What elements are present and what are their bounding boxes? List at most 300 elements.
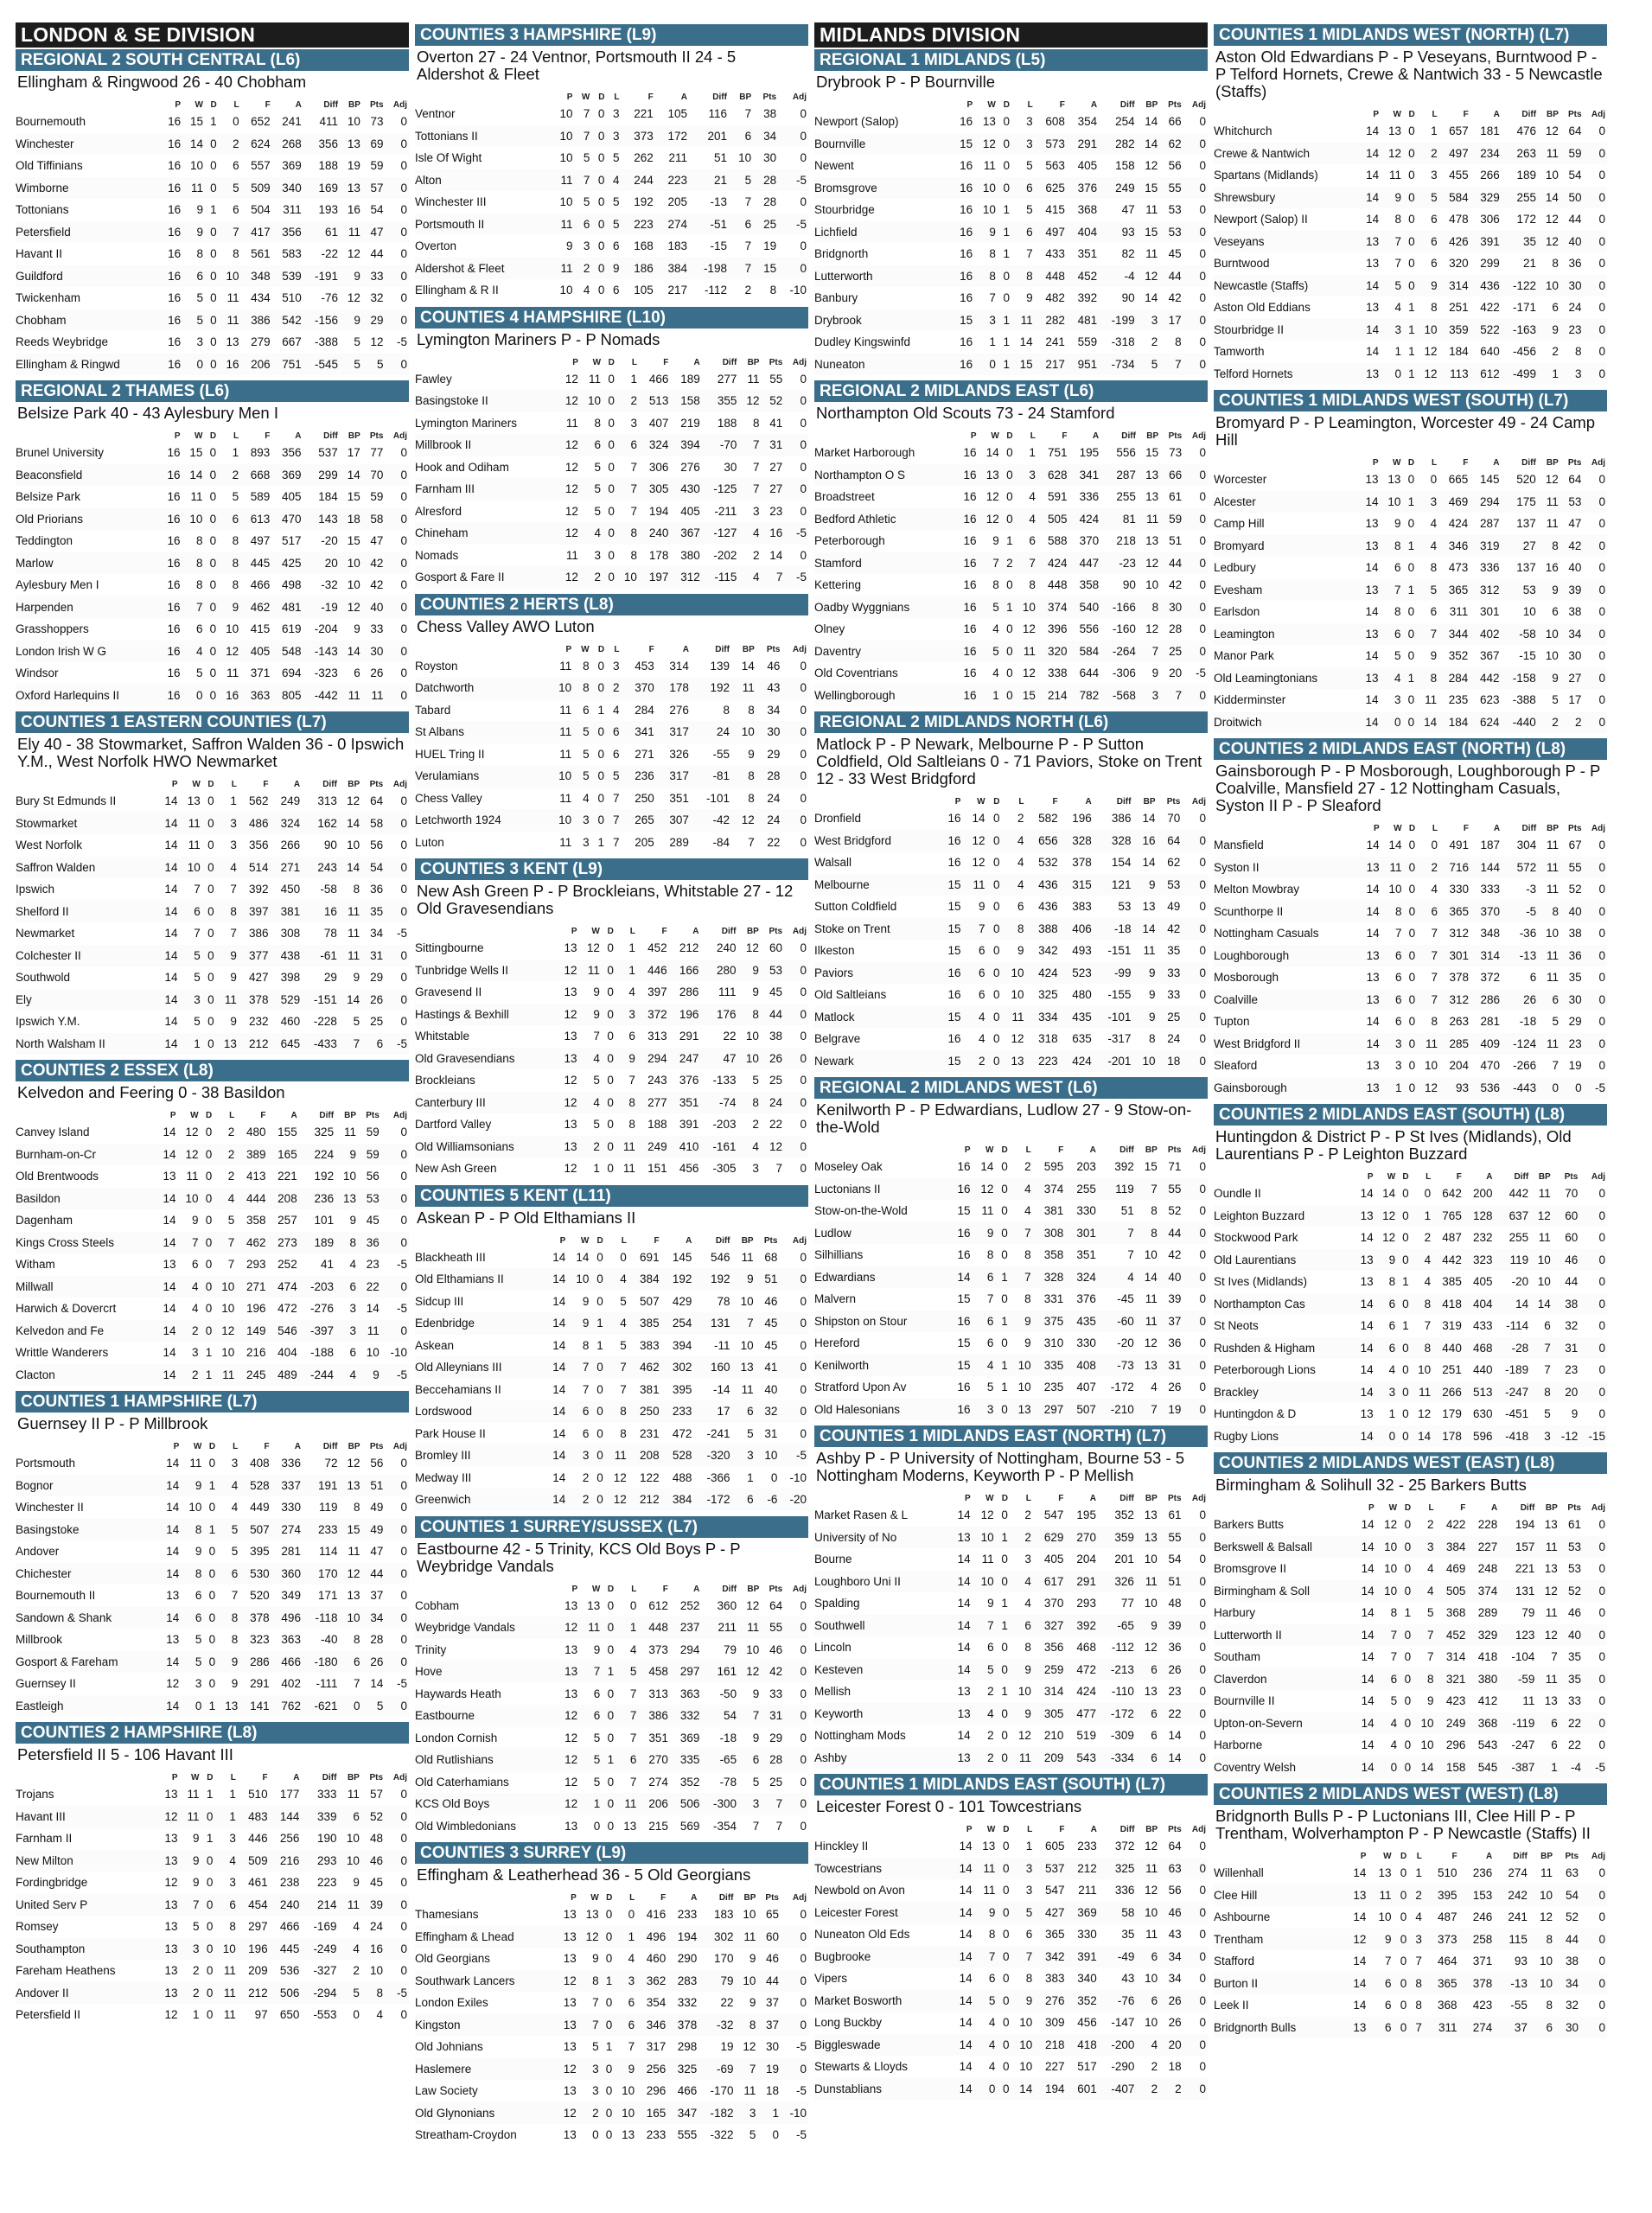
stat-pts: 39 <box>1168 1292 1182 1306</box>
stat-adj: 0 <box>779 1312 808 1335</box>
team-name: Old Glynonians <box>415 2102 556 2125</box>
stat-d: 0 <box>608 416 615 430</box>
stat-pts: 64 <box>769 1598 783 1612</box>
stat-d: 0 <box>607 1731 615 1744</box>
stat-diff: 224 <box>299 1144 335 1166</box>
stat-l: 7 <box>628 1074 635 1087</box>
stat-l: 3 <box>612 659 620 673</box>
stat-w: 6 <box>1381 989 1404 1011</box>
stat-w: 5 <box>593 1074 600 1087</box>
stat-f: 184 <box>1449 345 1469 359</box>
stat-f: 251 <box>1442 1363 1462 1377</box>
stat-d: 0 <box>591 125 606 148</box>
stat-bp: 6 <box>1536 1712 1559 1735</box>
stat-f: 584 <box>1439 187 1470 209</box>
stat-p: 16 <box>955 641 978 663</box>
stat-l: 8 <box>232 534 239 548</box>
stat-p: 14 <box>164 971 178 985</box>
stat-diff: 221 <box>1515 1562 1535 1576</box>
stat-pts: 34 <box>1554 1973 1580 1995</box>
stat-w: 5 <box>583 151 590 165</box>
stat-f: 377 <box>239 945 271 967</box>
stat-pts: 60 <box>1565 1231 1579 1245</box>
team-name: Newport (Salop) <box>814 115 899 129</box>
stat-p: 16 <box>160 221 182 244</box>
stat-d: 1 <box>996 1615 1010 1637</box>
stat-f: 668 <box>240 464 271 487</box>
team-name: Paviors <box>814 962 938 985</box>
team-name: Beaconsfield <box>16 464 160 487</box>
stat-d: 0 <box>1397 1205 1410 1228</box>
stat-diff: -151 <box>1107 944 1132 958</box>
team-name: Edenbridge <box>415 1312 544 1335</box>
header-l: L <box>231 780 237 789</box>
stat-d: 0 <box>591 721 606 743</box>
stat-pts: 62 <box>1159 133 1183 156</box>
stat-adj: 0 <box>385 989 409 1011</box>
team-name: Shrewsbury <box>1214 187 1358 209</box>
stat-pts: 68 <box>764 1250 778 1264</box>
stat-diff: -200 <box>1099 2034 1137 2057</box>
stat-a: 276 <box>669 703 689 717</box>
stat-l: 6 <box>233 159 239 173</box>
stat-a: 324 <box>271 813 303 835</box>
stat-d: 0 <box>992 1032 1000 1046</box>
table-row <box>1214 1757 1607 1779</box>
stat-bp: 12 <box>347 247 360 261</box>
header-f: F <box>661 927 667 936</box>
team-name: Claverdon <box>1214 1668 1353 1691</box>
header-w: W <box>977 797 985 807</box>
stat-adj: -15 <box>1579 1425 1607 1448</box>
header-bp: BP <box>1145 1825 1158 1834</box>
stat-a: 166 <box>669 960 701 982</box>
header-a: A <box>294 1442 301 1451</box>
stat-pts: 38 <box>1568 927 1582 941</box>
stat-a: 255 <box>1065 1178 1098 1201</box>
stat-adj: 0 <box>784 478 808 501</box>
stat-adj: 0 <box>1598 517 1605 531</box>
stat-adj: 0 <box>1183 1399 1208 1421</box>
header-adj: Adj <box>792 92 807 102</box>
stat-bp: 14 <box>1145 291 1158 305</box>
stat-bp: 4 <box>738 566 761 589</box>
stat-pts: 7 <box>761 566 784 589</box>
stat-p: 13 <box>1358 231 1381 253</box>
stat-p: 14 <box>156 1276 178 1298</box>
table-row <box>1214 1403 1607 1425</box>
stat-f: 271 <box>635 747 654 761</box>
stat-bp: 12 <box>1145 159 1158 173</box>
stat-a: 273 <box>267 1232 298 1254</box>
team-name: Harpenden <box>16 596 160 619</box>
stat-a: 238 <box>279 1876 300 1890</box>
stat-d: 0 <box>607 1775 615 1789</box>
stat-diff: -15 <box>710 239 727 253</box>
team-name: Towcestrians <box>814 1858 951 1880</box>
stat-p: 16 <box>160 596 182 619</box>
stat-d: 0 <box>601 1926 615 1948</box>
team-name: Kings Cross Steels <box>16 1232 156 1254</box>
header-p: P <box>572 357 578 367</box>
stat-l: 9 <box>1026 291 1033 305</box>
stat-adj: 0 <box>1183 354 1208 376</box>
stat-adj: 0 <box>1183 1571 1209 1593</box>
stat-adj: 0 <box>1598 301 1605 315</box>
stat-adj: 0 <box>800 1382 807 1396</box>
stat-adj: 0 <box>800 1687 807 1700</box>
team-name: Sandown & Shank <box>16 1607 158 1629</box>
stat-w: 5 <box>979 596 1001 619</box>
stat-l: 8 <box>1415 1999 1422 2012</box>
stat-adj: 0 <box>400 203 407 217</box>
team-name: Tabard <box>415 703 451 717</box>
stat-a: 435 <box>1065 1311 1098 1333</box>
team-name: Veseyans <box>1214 231 1358 253</box>
stat-p: 14 <box>1358 711 1381 734</box>
header-f: F <box>648 644 654 654</box>
stat-bp: 5 <box>752 1074 759 1087</box>
stat-p: 11 <box>559 703 572 717</box>
stat-d: 1 <box>998 309 1011 332</box>
table-row <box>1214 491 1607 513</box>
table-row <box>1214 1536 1607 1559</box>
stat-l: 7 <box>1424 1319 1432 1333</box>
stat-diff: -354 <box>713 1819 737 1833</box>
stat-diff: -442 <box>303 685 339 707</box>
stat-diff: 325 <box>314 1126 335 1139</box>
team-name: Burnham-on-Cr <box>16 1144 156 1166</box>
stat-a: 546 <box>267 1320 298 1342</box>
header-f: F <box>1059 100 1065 110</box>
stat-pts: 34 <box>1168 1972 1182 1986</box>
table-row <box>415 279 808 302</box>
stat-a: 329 <box>1467 1624 1499 1647</box>
stat-a: 429 <box>672 1294 692 1308</box>
stat-d: 1 <box>1402 667 1416 690</box>
stat-a: 489 <box>267 1364 298 1387</box>
stat-d: 0 <box>205 1214 213 1228</box>
stat-bp: 2 <box>1538 711 1560 734</box>
stat-adj: 0 <box>400 1788 407 1802</box>
team-name: Northampton O S <box>814 464 955 487</box>
stat-p: 13 <box>156 1982 179 2005</box>
stat-l: 6 <box>1025 1928 1033 1942</box>
stat-pts: 19 <box>763 239 777 253</box>
stat-d: 0 <box>1399 1580 1413 1603</box>
stat-l: 1 <box>630 372 637 386</box>
stat-a: 352 <box>1067 1990 1099 2012</box>
stat-pts: 40 <box>764 1382 778 1396</box>
stat-f: 652 <box>251 115 271 129</box>
stat-l: 2 <box>1417 143 1439 165</box>
stat-p: 15 <box>947 944 961 958</box>
stat-f: 186 <box>621 258 654 280</box>
stat-pts: 17 <box>1159 309 1183 332</box>
table-row <box>16 1806 409 1828</box>
stat-bp: 7 <box>339 1033 361 1055</box>
team-name: Andover II <box>16 1982 156 2005</box>
stat-pts: 44 <box>761 1004 784 1026</box>
stat-diff: 7 <box>1098 1222 1136 1245</box>
stat-adj: 0 <box>1598 1955 1605 1968</box>
team-name: Nuneaton <box>814 354 952 376</box>
table-row <box>814 830 1208 852</box>
stat-diff: 35 <box>1121 1928 1135 1942</box>
stat-w: 2 <box>973 1747 996 1770</box>
stat-bp: 9 <box>340 309 362 332</box>
stat-bp: 3 <box>752 504 760 518</box>
stat-pts: 70 <box>1167 812 1181 826</box>
league-title: REGIONAL 1 MIDLANDS (L5) <box>814 49 1208 71</box>
stat-pts: 51 <box>1169 534 1183 548</box>
stat-l: 3 <box>606 125 621 148</box>
stat-diff: -188 <box>310 1346 335 1360</box>
stat-a: 410 <box>669 1136 701 1158</box>
stat-pts: 30 <box>765 2040 779 2054</box>
stat-d: 1 <box>1003 203 1011 217</box>
stat-f: 192 <box>634 195 654 209</box>
stat-w: 10 <box>1388 883 1402 896</box>
stat-diff: 201 <box>689 125 729 148</box>
table-row <box>814 2078 1208 2101</box>
table-row <box>1214 1950 1607 1973</box>
stat-adj: 0 <box>1183 1703 1209 1725</box>
stat-bp: 10 <box>740 1338 754 1352</box>
stat-d: 0 <box>201 1938 214 1961</box>
stat-adj: 0 <box>385 641 409 663</box>
stat-w: 0 <box>1375 1425 1398 1448</box>
stat-d: 0 <box>1403 275 1417 297</box>
stat-a: 294 <box>1470 491 1501 513</box>
stat-a: 540 <box>1069 596 1101 619</box>
stat-d: 1 <box>601 1970 615 1993</box>
league-title: COUNTIES 2 HAMPSHIRE (L8) <box>16 1722 409 1744</box>
league-table <box>814 796 1208 1072</box>
stat-bp: 9 <box>335 1144 358 1166</box>
stat-pts: 42 <box>1168 1248 1182 1262</box>
stat-l: 3 <box>612 107 620 121</box>
stat-bp: 7 <box>748 835 755 849</box>
stat-p: 16 <box>947 856 961 870</box>
stat-w: 2 <box>580 566 603 589</box>
stat-l: 11 <box>1417 1033 1439 1055</box>
stat-p: 16 <box>957 1160 971 1174</box>
stat-pts: 30 <box>1568 649 1582 663</box>
stat-f: 496 <box>636 1926 667 1948</box>
stat-adj: 0 <box>1583 623 1607 646</box>
stat-bp: 1 <box>747 1470 754 1484</box>
stat-l: 11 <box>1425 693 1438 707</box>
stat-w: 5 <box>196 291 203 305</box>
stat-pts: 9 <box>358 1364 381 1387</box>
header-pts: Pts <box>1168 100 1182 110</box>
stat-d: 0 <box>597 791 605 805</box>
stat-f: 448 <box>1047 578 1068 592</box>
stat-d: 0 <box>603 390 616 412</box>
table-row <box>16 1144 409 1166</box>
stat-p: 13 <box>949 1527 973 1549</box>
stat-a: 333 <box>1480 883 1501 896</box>
stat-l: 3 <box>616 1004 637 1026</box>
stat-l: 8 <box>616 522 639 545</box>
stat-w: 0 <box>182 685 205 707</box>
stat-w: 12 <box>178 1144 201 1166</box>
header-a: A <box>1090 100 1098 110</box>
stat-diff: -58 <box>1501 623 1537 646</box>
stat-f: 625 <box>1035 177 1067 200</box>
stat-pts: 52 <box>761 390 784 412</box>
stat-l: 10 <box>1017 1381 1031 1394</box>
stat-adj: 0 <box>1598 883 1605 896</box>
stat-p: 15 <box>952 309 975 332</box>
stat-pts: 57 <box>369 1788 383 1802</box>
stat-adj: 0 <box>1598 605 1605 619</box>
stat-bp: 3 <box>732 1445 756 1467</box>
team-name: Alresford <box>415 504 462 518</box>
stat-bp: 11 <box>1145 1292 1158 1306</box>
header-diff: Diff <box>722 357 737 367</box>
stat-d: 0 <box>205 1302 213 1316</box>
stat-a: 319 <box>1470 535 1501 558</box>
match-results: Aston Old Edwardians P - P Veseyans, Burntwood P - P Telford Hornets, Crewe & Nantwich 33 - 5 Newcastle (Staffs) <box>1215 48 1603 100</box>
stat-w: 1 <box>180 1033 202 1055</box>
stat-pts: 56 <box>366 1170 380 1183</box>
stat-diff: -456 <box>1513 345 1537 359</box>
header-w: W <box>592 357 602 367</box>
stat-p: 14 <box>1358 187 1381 209</box>
stat-pts: 38 <box>1566 1955 1579 1968</box>
stat-l: 11 <box>1001 1006 1025 1029</box>
stat-adj: 0 <box>800 1598 807 1612</box>
stat-adj: 0 <box>1583 491 1607 513</box>
table-row <box>415 1926 808 1948</box>
team-name: Brunel University <box>16 446 105 460</box>
stat-w: 4 <box>992 622 999 636</box>
table-row <box>16 1850 409 1872</box>
league-title: COUNTIES 3 HAMPSHIRE (L9) <box>415 24 808 46</box>
stat-adj: 0 <box>1598 1738 1605 1752</box>
stat-d: 0 <box>996 1571 1010 1593</box>
stat-adj: 0 <box>1598 473 1605 487</box>
stat-l: 9 <box>230 1015 237 1029</box>
team-name: Oadby Wyggnians <box>814 596 955 619</box>
stat-l: 1 <box>1029 446 1036 460</box>
stat-pts: 49 <box>362 1519 386 1541</box>
stat-w: 8 <box>583 659 590 673</box>
stat-a: 529 <box>271 989 303 1011</box>
stat-d: 0 <box>597 107 605 121</box>
header-f: F <box>1463 458 1469 468</box>
table-row <box>415 1970 808 1993</box>
stat-d: 0 <box>1407 693 1415 707</box>
header-diff: Diff <box>1520 1503 1535 1513</box>
stat-pts: 23 <box>1560 1033 1584 1055</box>
table-row <box>1214 623 1607 646</box>
stat-diff: -114 <box>1506 1319 1529 1333</box>
stat-w: 3 <box>972 1399 995 1421</box>
stat-pts: 22 <box>1567 1738 1581 1752</box>
stat-a: 423 <box>1472 1999 1493 2012</box>
table-row <box>415 1617 808 1639</box>
stat-w: 3 <box>583 835 590 849</box>
table-row <box>814 530 1208 552</box>
stat-f: 656 <box>1026 830 1060 852</box>
stat-w: 12 <box>979 508 1001 531</box>
stat-d: 0 <box>210 335 217 349</box>
stat-w: 3 <box>573 809 590 832</box>
stat-adj: 0 <box>1583 1712 1607 1735</box>
stat-w: 5 <box>583 747 590 761</box>
stat-adj: 0 <box>385 552 409 575</box>
stat-diff: 169 <box>303 177 340 200</box>
stat-f: 466 <box>250 578 271 592</box>
table-row <box>814 243 1208 265</box>
stat-p: 16 <box>167 578 181 592</box>
table-row <box>16 922 409 945</box>
stat-d: 0 <box>998 177 1011 200</box>
stat-l: 5 <box>612 151 620 165</box>
stat-w: 7 <box>1381 231 1403 253</box>
stat-w: 5 <box>593 1731 601 1744</box>
stat-adj: 0 <box>385 1607 409 1629</box>
stat-a: 472 <box>672 1426 692 1440</box>
stat-p: 16 <box>960 203 973 217</box>
stat-l: 8 <box>1411 1337 1433 1360</box>
team-name: Eastbourne <box>415 1705 557 1727</box>
stat-p: 14 <box>1353 1866 1367 1880</box>
header-bp: BP <box>1145 1145 1158 1155</box>
stat-w: 12 <box>578 1926 601 1948</box>
stat-l: 9 <box>230 971 237 985</box>
stat-pts: 37 <box>765 1996 779 2010</box>
stat-w: 5 <box>194 1015 201 1029</box>
league-table <box>16 779 409 1055</box>
team-name: Harwich & Dovercrt <box>16 1302 117 1316</box>
table-row <box>415 1639 808 1661</box>
stat-f: 209 <box>1033 1747 1066 1770</box>
match-results: Petersfield II 5 - 106 Havant III <box>17 1745 233 1763</box>
stat-pts: 52 <box>1568 883 1582 896</box>
stat-f: 359 <box>1439 319 1470 341</box>
stat-f: 374 <box>1037 596 1069 619</box>
stat-a: 466 <box>677 2084 698 2098</box>
stat-diff: -318 <box>1111 335 1135 349</box>
team-name: Whitstable <box>415 1030 470 1043</box>
stat-l: 0 <box>620 1250 627 1264</box>
stat-pts: 52 <box>1560 1580 1583 1603</box>
stat-pts: 49 <box>1167 900 1181 914</box>
table-row <box>16 1209 409 1232</box>
table-row <box>814 221 1208 244</box>
stat-l: 3 <box>216 813 239 835</box>
stat-w: 6 <box>182 265 205 288</box>
stat-adj: 0 <box>1183 2078 1208 2101</box>
stat-bp: 10 <box>737 1048 760 1070</box>
stat-p: 14 <box>552 1382 566 1396</box>
stat-diff: -65 <box>701 1749 738 1771</box>
stat-d: 0 <box>1001 1729 1008 1743</box>
stat-adj: 0 <box>1199 578 1206 592</box>
stat-diff: -499 <box>1502 363 1538 386</box>
stat-pts: 18 <box>1168 2060 1182 2074</box>
stat-f: 415 <box>1045 203 1065 217</box>
header-pts: Pts <box>366 1111 380 1120</box>
stat-l: 6 <box>628 1996 635 2010</box>
stat-p: 13 <box>556 2014 578 2037</box>
stat-diff: 171 <box>317 1589 338 1603</box>
stat-adj: 0 <box>400 1126 407 1139</box>
